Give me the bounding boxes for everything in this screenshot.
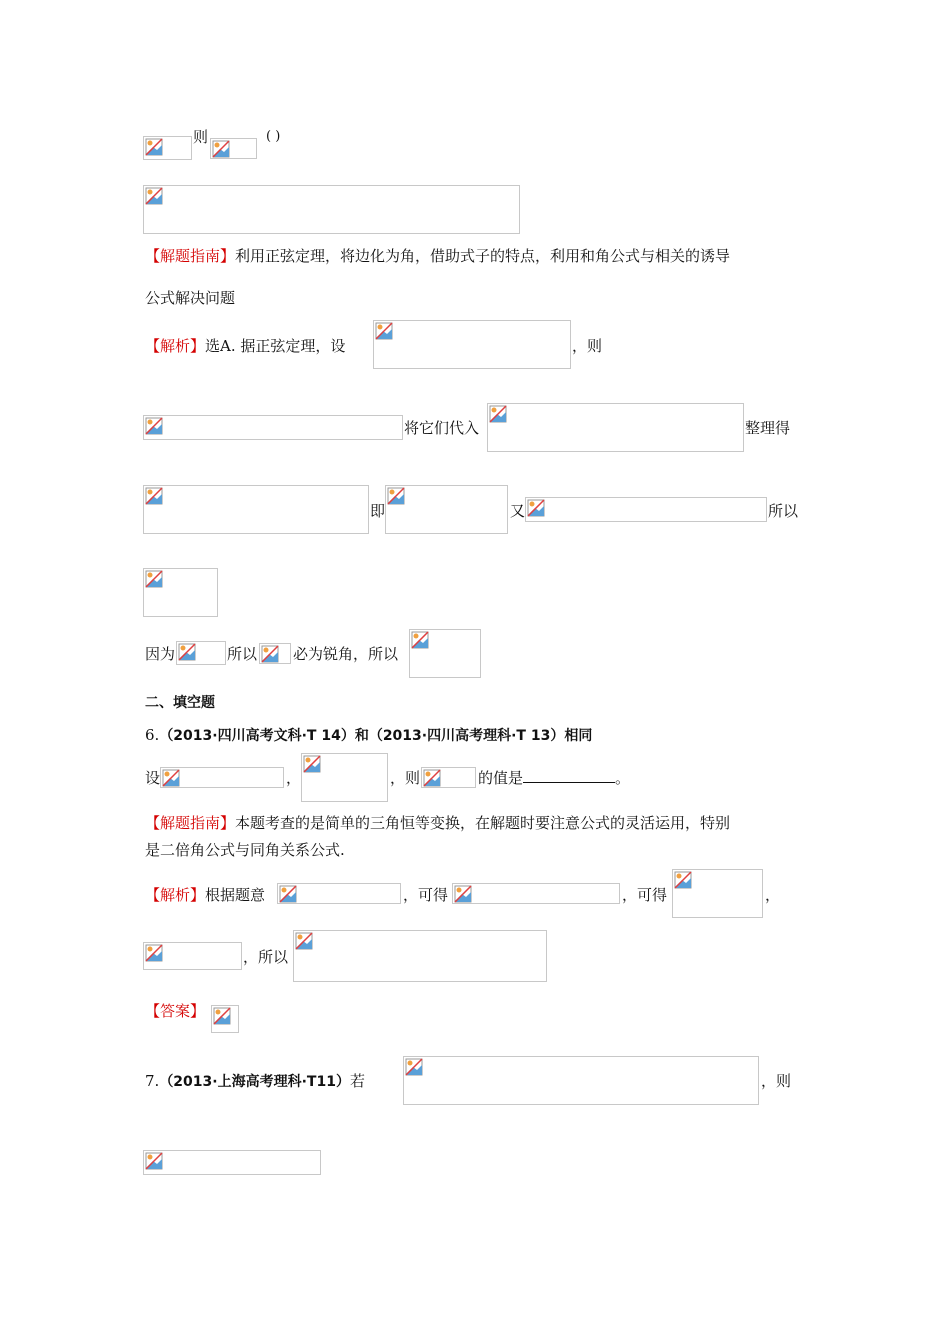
broken-image-icon xyxy=(145,187,163,205)
q6-heading xyxy=(145,725,592,746)
formula-image xyxy=(301,753,388,802)
formula-image xyxy=(143,1150,321,1175)
broken-image-icon xyxy=(303,755,321,773)
text-suoyi: 所以 xyxy=(768,502,799,520)
broken-image-icon xyxy=(145,944,163,962)
formula-image xyxy=(525,497,767,522)
q6-guide-line-2: 是二倍角公式与同角关系公式. xyxy=(145,841,345,859)
text-substitute: 将它们代入 xyxy=(404,419,480,437)
q6-analysis-line xyxy=(145,885,265,905)
formula-image xyxy=(293,930,547,982)
guide-text: 本题考查的是简单的三角恒等变换，在解题时要注意公式的灵活运用，特别 xyxy=(235,814,731,832)
formula-image xyxy=(160,767,284,788)
text-ji: 即 xyxy=(370,502,386,520)
text-acute: 必为锐角，所以 xyxy=(293,645,399,663)
broken-image-icon xyxy=(405,1058,423,1076)
value-blank-line xyxy=(478,768,630,788)
q7-heading xyxy=(145,1071,365,1092)
text-comma-ze: ，则 xyxy=(390,769,421,787)
text-comma: ， xyxy=(765,886,781,904)
q7-source: （2013·上海高考理科·T11） xyxy=(159,1074,350,1090)
formula-image xyxy=(403,1056,759,1105)
formula-image xyxy=(487,403,744,452)
broken-image-icon xyxy=(212,140,230,158)
broken-image-icon xyxy=(454,885,472,903)
formula-image xyxy=(277,883,401,904)
formula-image xyxy=(210,138,257,159)
broken-image-icon xyxy=(295,932,313,950)
formula-image xyxy=(176,641,226,665)
broken-image-icon xyxy=(387,487,405,505)
broken-image-icon xyxy=(375,322,393,340)
answer-tag: 【答案】 xyxy=(145,1002,206,1020)
text-kede: ，可得 xyxy=(403,886,449,904)
broken-image-icon xyxy=(674,871,692,889)
broken-image-icon xyxy=(145,417,163,435)
options-image xyxy=(143,185,520,234)
broken-image-icon xyxy=(145,570,163,588)
text-ze: 则 xyxy=(193,128,209,146)
analysis-text: 选A. 据正弦定理，设 xyxy=(205,337,346,355)
broken-image-icon xyxy=(162,769,180,787)
text-suoyi2: 所以 xyxy=(227,645,258,663)
guide-line-2: 公式解决问题 xyxy=(145,289,236,307)
formula-image xyxy=(421,767,476,788)
text-comma-ze: ，则 xyxy=(572,337,603,355)
text-yinwei: 因为 xyxy=(145,645,176,663)
q6-guide-line-1 xyxy=(145,813,730,833)
broken-image-icon xyxy=(261,645,279,663)
formula-image xyxy=(143,568,218,617)
guide-text: 利用正弦定理，将边化为角，借助式子的特点，利用和角公式与相关的诱导 xyxy=(235,247,731,265)
formula-image xyxy=(143,485,369,534)
answer-blank xyxy=(523,768,615,783)
formula-image xyxy=(143,415,403,440)
text-she: 设 xyxy=(145,769,161,787)
q6-source: （2013·四川高考文科·T 14）和（2013·四川高考理科·T 13）相同 xyxy=(159,728,593,744)
text-comma-ze: ，则 xyxy=(761,1072,792,1090)
text-period: 。 xyxy=(615,769,631,787)
q6-number: 6. xyxy=(145,726,160,744)
broken-image-icon xyxy=(178,643,196,661)
formula-image xyxy=(143,942,242,970)
broken-image-icon xyxy=(411,631,429,649)
analysis-line-1 xyxy=(145,336,345,356)
broken-image-icon xyxy=(527,499,545,517)
broken-image-icon xyxy=(145,487,163,505)
formula-image xyxy=(452,883,620,904)
analysis-tag: 【解析】 xyxy=(145,337,206,355)
answer-image xyxy=(211,1005,239,1033)
formula-image xyxy=(373,320,571,369)
broken-image-icon xyxy=(423,769,441,787)
q7-number: 7. xyxy=(145,1072,160,1090)
formula-image xyxy=(409,629,481,678)
text-ruo: 若 xyxy=(349,1072,365,1090)
text-kede: ，可得 xyxy=(622,886,668,904)
broken-image-icon xyxy=(213,1007,231,1025)
guide-tag: 【解题指南】 xyxy=(145,814,236,832)
guide-line-1 xyxy=(145,246,730,266)
answer-parentheses: ( ) xyxy=(266,129,281,144)
text-comma: ， xyxy=(286,769,302,787)
broken-image-icon xyxy=(145,138,163,156)
broken-image-icon xyxy=(489,405,507,423)
formula-image xyxy=(385,485,508,534)
guide-tag: 【解题指南】 xyxy=(145,247,236,265)
text-value-is: 的值是 xyxy=(478,769,524,787)
formula-image xyxy=(143,136,192,160)
broken-image-icon xyxy=(279,885,297,903)
section-heading: 二、填空题 xyxy=(145,695,215,711)
text-you: 又 xyxy=(510,502,526,520)
formula-image xyxy=(672,869,763,918)
text-simplify: 整理得 xyxy=(745,419,791,437)
formula-image xyxy=(259,643,291,664)
broken-image-icon xyxy=(145,1152,163,1170)
text-suoyi: ，所以 xyxy=(243,948,289,966)
analysis-text: 根据题意 xyxy=(205,886,266,904)
analysis-tag: 【解析】 xyxy=(145,886,206,904)
